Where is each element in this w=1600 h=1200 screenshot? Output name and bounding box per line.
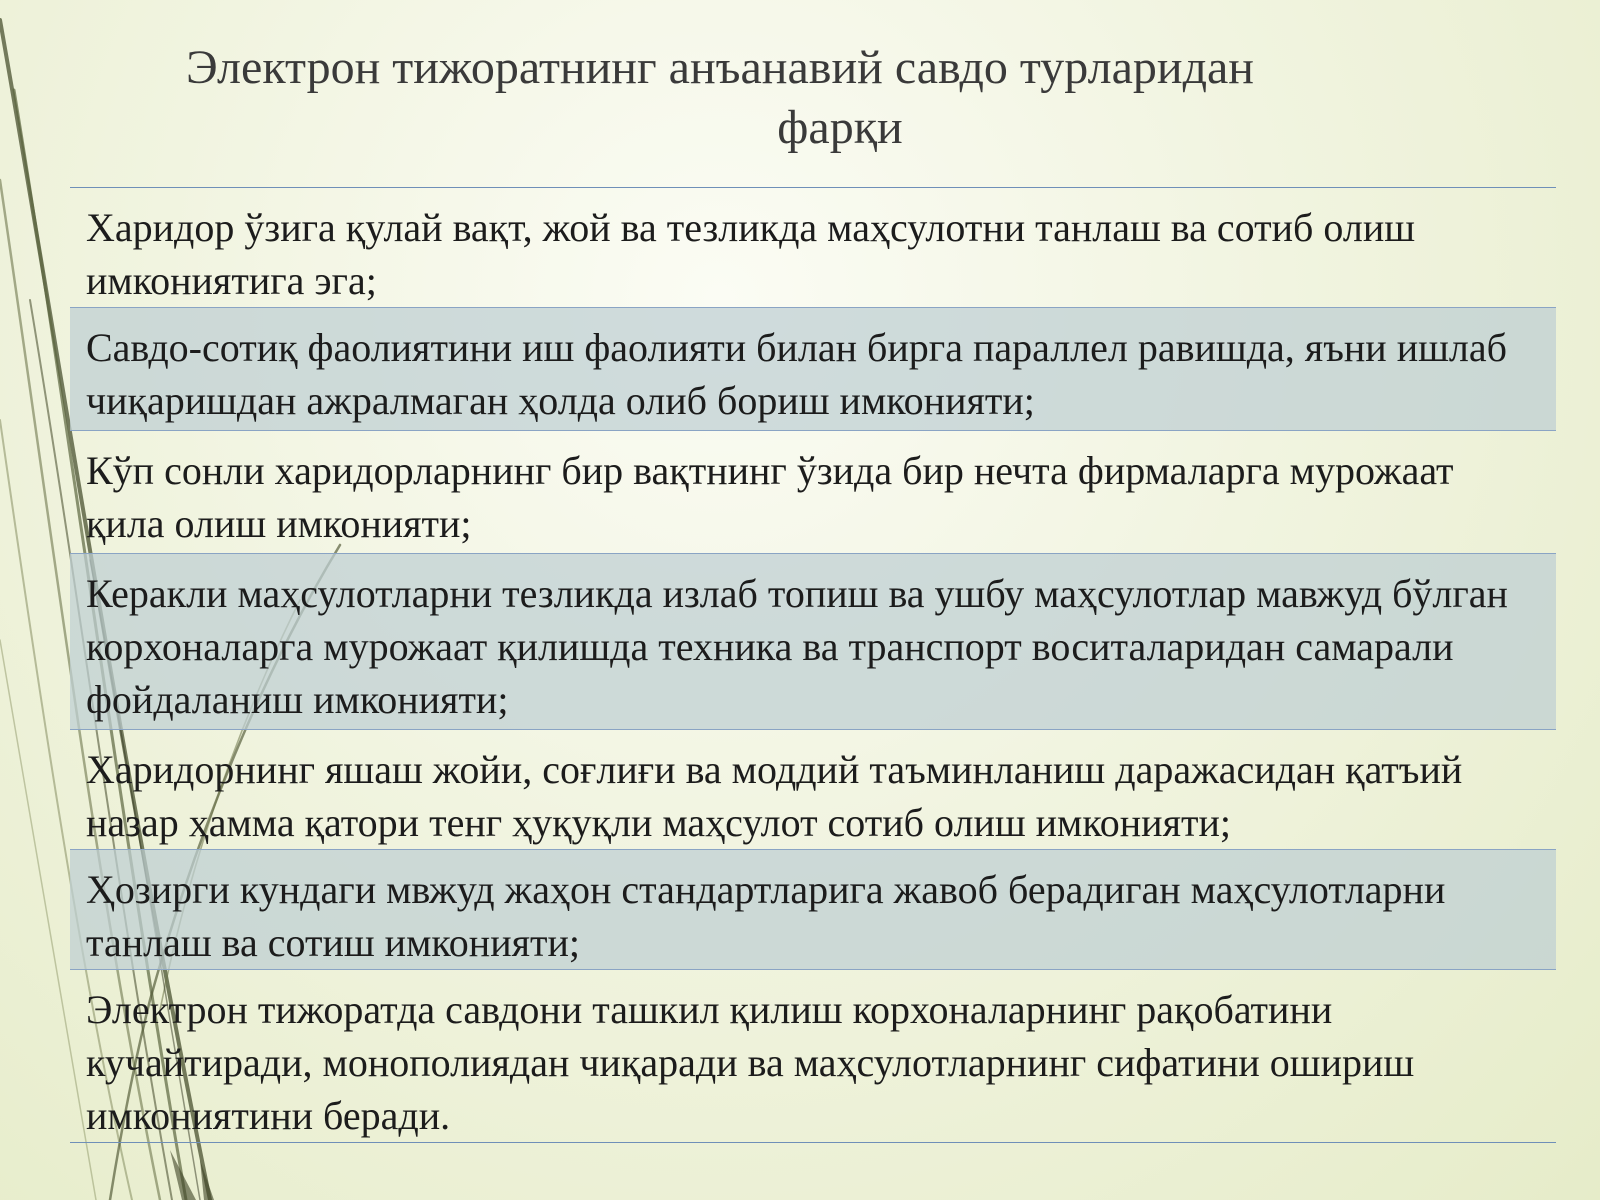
table-row-6: Ҳозирги кундаги мвжуд жаҳон стандартларига жавоб берадиган маҳсулотларни танлаш ва сотиш имконияти; [70,849,1556,969]
table-row-5: Харидорнинг яшаш жойи, соғлиғи ва моддий таъминланиш даражасидан қатъий назар ҳамма қатори тенг ҳуқуқли маҳсулот сотиб олиш имконияти; [70,729,1556,849]
slide-title [70,38,1470,158]
table-row-1: Харидор ўзига қулай вақт, жой ва тезликда маҳсулотни танлаш ва сотиб олиш имкониятига эга; [86,205,1416,303]
slide-title-line-2: фарқи [777,101,903,154]
slide-title-line-1: Электрон тижоратнинг анъанавий савдо турларидан [186,41,1254,94]
table-row-2: Савдо-сотиқ фаолиятини иш фаолияти билан бирга параллел равишда, яъни ишлаб чиқаришдан ажралмаган ҳолда олиб бориш имконияти; [70,307,1556,430]
table-row-3: Кўп сонли харидорларнинг бир вақтнинг ўзида бир нечта фирмаларга мурожаат қила олиш имконияти; [70,430,1556,553]
table-row-4: Керакли маҳсулотларни тезликда излаб топиш ва ушбу маҳсулотлар мавжуд бўлган корхоналарга мурожаат қилишда техника ва транспорт воситаларидан самарали фойдаланиш имконияти; [70,553,1556,729]
table-row-7: Электрон тижоратда савдони ташкил қилиш корхоналарнинг рақобатини кучайтиради, монополиядан чиқаради ва маҳсулотларнинг сифатини ошириш имкониятини беради. [70,969,1556,1142]
differences-table [70,187,1556,1143]
